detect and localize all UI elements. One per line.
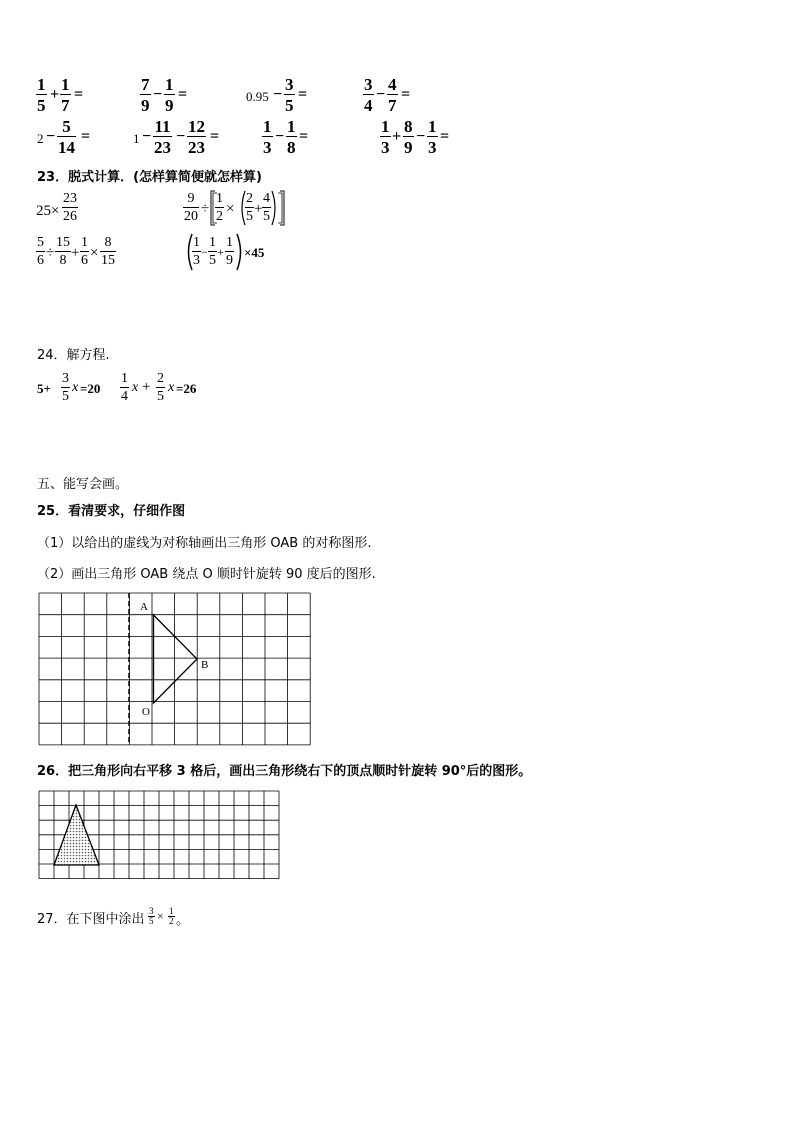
triangle-oab xyxy=(154,615,198,703)
fraction: 3 5 xyxy=(149,906,154,926)
operator: − xyxy=(416,128,426,145)
fraction: 2 5 xyxy=(157,371,164,404)
operator: × xyxy=(157,909,164,923)
integer-term: 1 xyxy=(133,131,140,146)
operator: ÷ xyxy=(46,245,55,261)
operator: + xyxy=(254,201,263,217)
fraction: 1 6 xyxy=(81,235,88,268)
fraction: 1 5 xyxy=(37,75,46,115)
equals: = xyxy=(178,86,188,103)
q26-title: 26．把三角形向右平移 3 格后，画出三角形绕右下的顶点顺时针旋转 90°后的图形。 xyxy=(37,764,532,779)
q23-title: 23．脱式计算．(怎样算简便就怎样算) xyxy=(37,170,262,185)
fraction: 1 2 xyxy=(169,906,174,926)
label-b: B xyxy=(201,659,209,671)
fraction: 1 9 xyxy=(165,75,174,115)
operator: − xyxy=(153,86,163,103)
fraction: 4 5 xyxy=(263,191,270,224)
fraction: 3 5 xyxy=(62,371,69,404)
fraction: 15 8 xyxy=(56,235,70,268)
q25-part1: （1）以给出的虚线为对称轴画出三角形 OAB 的对称图形. xyxy=(37,536,372,551)
fraction: 1 8 xyxy=(287,117,296,157)
bracket-right xyxy=(278,190,286,226)
operator: + xyxy=(50,86,60,103)
equals: = xyxy=(299,128,309,145)
punctuation: 。 xyxy=(176,912,190,927)
operator: + xyxy=(217,245,224,259)
q25-grid xyxy=(39,593,311,745)
integer-term: 2 xyxy=(37,131,44,146)
paren-right xyxy=(236,233,244,271)
fraction: 2 5 xyxy=(246,191,253,224)
operator: − xyxy=(275,128,285,145)
fraction: 3 4 xyxy=(364,75,373,115)
operator: − xyxy=(201,245,208,259)
fraction: 8 15 xyxy=(101,235,115,268)
operator: × xyxy=(226,201,235,217)
expr-tail: =26 xyxy=(176,381,197,396)
fraction: 11 23 xyxy=(154,117,171,157)
operator: − xyxy=(176,128,186,145)
equals: = xyxy=(440,128,450,145)
expr-lead: 5+ xyxy=(37,381,51,396)
section-title: 五、能写会画。 xyxy=(37,477,129,492)
fraction: 12 23 xyxy=(188,117,205,157)
fraction: 5 14 xyxy=(58,117,75,157)
equals: = xyxy=(81,128,91,145)
expr-lead: 25× xyxy=(36,203,60,219)
fraction: 1 7 xyxy=(61,75,70,115)
operator: ÷ xyxy=(201,201,210,217)
fraction: 5 6 xyxy=(37,235,44,268)
fraction: 1 4 xyxy=(121,371,128,404)
q25-part2: （2）画出三角形 OAB 绕点 O 顺时针旋转 90 度后的图形. xyxy=(37,567,376,582)
equals: = xyxy=(74,86,84,103)
fraction: 1 3 xyxy=(263,117,272,157)
operator: − xyxy=(273,86,283,103)
fraction: 1 2 xyxy=(216,191,223,224)
q25-title: 25．看清要求，仔细作图 xyxy=(37,504,186,519)
expr-tail: ×45 xyxy=(244,245,265,260)
fraction: 1 3 xyxy=(381,117,390,157)
operator: − xyxy=(376,86,386,103)
q26-grid xyxy=(39,791,279,879)
q27-text: 27．在下图中涂出 xyxy=(37,912,145,927)
label-o: O xyxy=(142,706,150,718)
q24-title: 24．解方程. xyxy=(37,348,110,363)
decimal-term: 0.95 xyxy=(246,89,269,104)
fraction: 8 9 xyxy=(404,117,413,157)
fraction: 1 5 xyxy=(209,235,216,268)
equals: = xyxy=(401,86,411,103)
equals: = xyxy=(298,86,308,103)
fraction: 1 3 xyxy=(193,235,200,268)
fraction: 4 7 xyxy=(388,75,397,115)
fraction: 1 3 xyxy=(428,117,437,157)
fraction: 3 5 xyxy=(285,75,294,115)
fraction: 9 20 xyxy=(184,191,198,224)
operator: + xyxy=(392,128,402,145)
expr-tail: =20 xyxy=(80,381,101,396)
fraction: 7 9 xyxy=(141,75,150,115)
label-a: A xyxy=(140,601,148,613)
variable: x xyxy=(132,380,139,395)
operator: + xyxy=(142,379,151,395)
operator: + xyxy=(71,245,80,261)
operator: − xyxy=(142,128,152,145)
fraction: 23 26 xyxy=(63,191,77,224)
operator: − xyxy=(46,128,56,145)
equals: = xyxy=(210,128,220,145)
fraction: 1 9 xyxy=(226,235,233,268)
variable: x xyxy=(168,380,175,395)
variable: x xyxy=(72,380,79,395)
q27-title xyxy=(37,908,145,927)
operator: × xyxy=(90,245,99,261)
